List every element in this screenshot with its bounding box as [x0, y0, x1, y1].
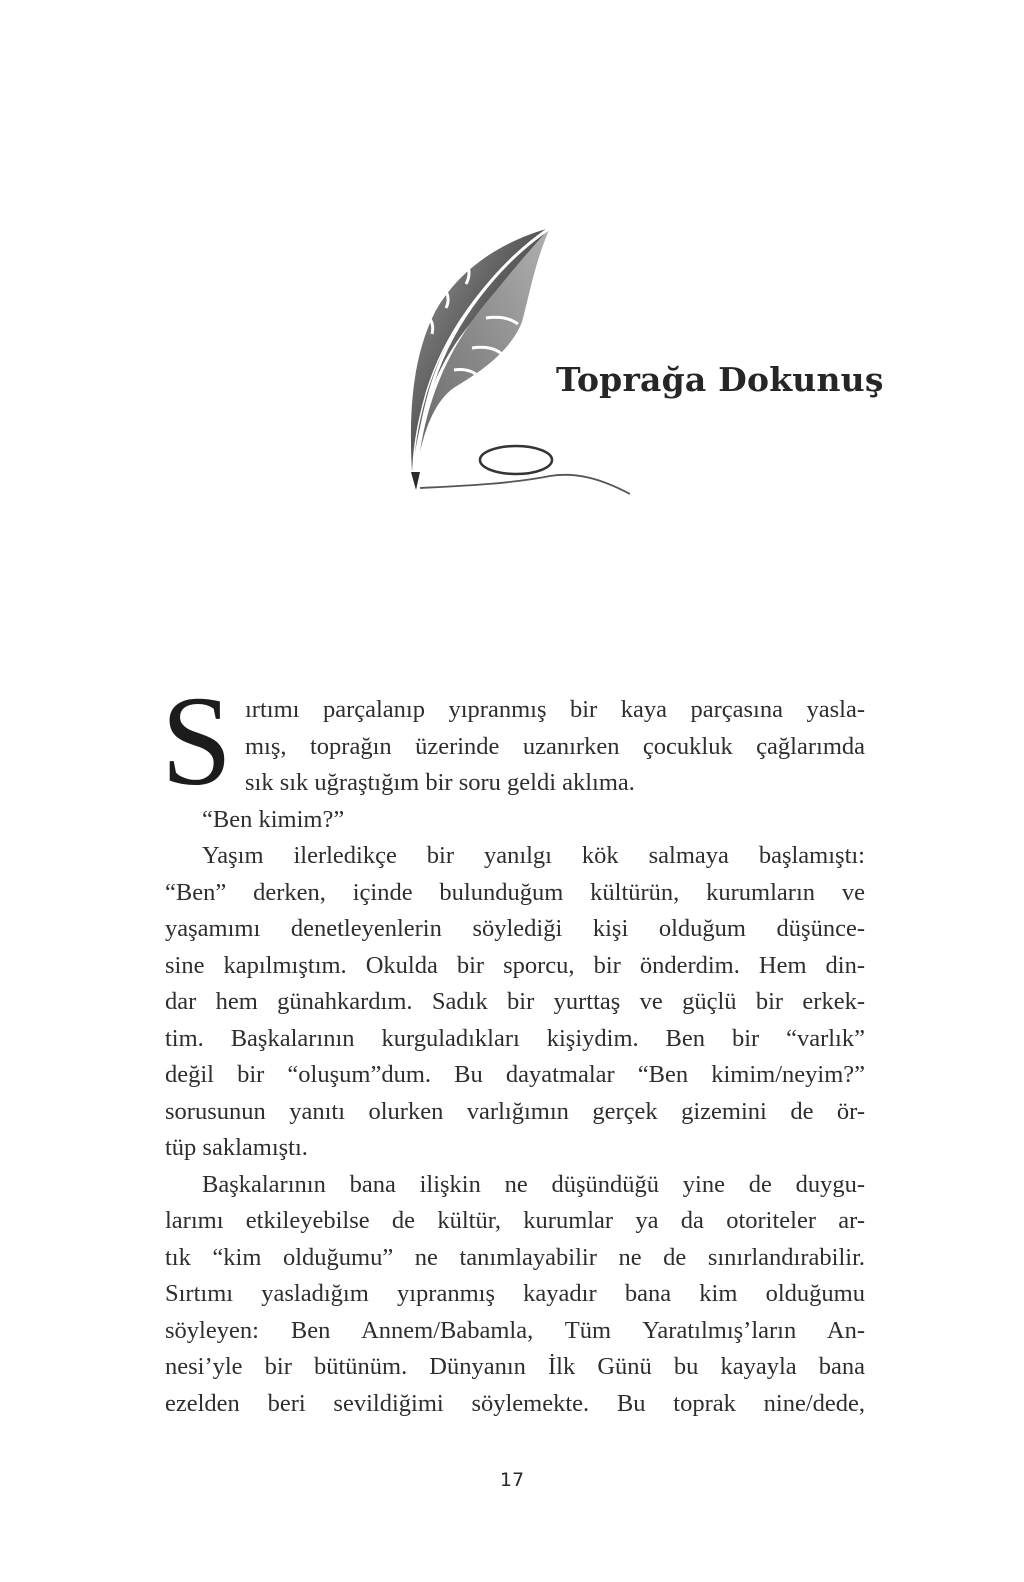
chapter-title: Toprağa Dokunuş — [556, 360, 884, 399]
text-line: larımı etkileyebilse de kültür, kurumlar ya da otoriteler ar- — [165, 1207, 865, 1234]
body-text — [161, 670, 865, 1422]
text-line: ezelden beri sevildiğimi söylemekte. Bu toprak nine/dede, — [165, 1389, 865, 1417]
text-line: tüp saklamıştı. — [165, 1134, 308, 1161]
text-line: yaşamımı denetleyenlerin söylediği kişi olduğum düşünce- — [165, 915, 865, 942]
text-line: tim. Başkalarının kurguladıkları kişiydim. Ben bir “varlık” — [165, 1024, 865, 1052]
text-line: “Ben” derken, içinde bulunduğum kültürün, kurumların ve — [165, 878, 865, 906]
drop-cap: S — [161, 670, 233, 812]
text-line: ırtımı parçalanıp yıpranmış bir kaya parçasına yasla- — [245, 696, 865, 723]
text-line: sorusunun yanıtı olurken varlığımın gerçek gizemini de ör- — [165, 1097, 865, 1125]
text-line: sık sık uğraştığım bir soru geldi aklıma. — [245, 769, 635, 796]
text-line: dar hem günahkardım. Sadık bir yurttaş ve güçlü bir erkek- — [165, 988, 865, 1015]
text-line: Sırtımı yasladığım yıpranmış kayadır bana kim olduğumu — [165, 1280, 865, 1307]
text-line: değil bir “oluşum”dum. Bu dayatmalar “Ben kimim/neyim?” — [165, 1061, 865, 1088]
text-line: söyleyen: Ben Annem/Babamla, Tüm Yaratılmış’ların An- — [165, 1316, 865, 1344]
text-line: nesi’yle bir bütünüm. Dünyanın İlk Günü bu kayayla bana — [165, 1353, 865, 1380]
text-line: Başkalarının bana ilişkin ne düşündüğü yine de duygu- — [202, 1170, 865, 1198]
text-line: Yaşım ilerledikçe bir yanılgı kök salmaya başlamıştı: — [202, 842, 865, 869]
page-number: 17 — [499, 1469, 525, 1491]
text-line: tık “kim olduğumu” ne tanımlayabilir ne de sınırlandırabilir. — [165, 1243, 865, 1271]
text-line: “Ben kimim?” — [202, 805, 345, 833]
text-line: mış, toprağın üzerinde uzanırken çocukluk çağlarımda — [245, 732, 865, 760]
text-line: sine kapılmıştım. Okulda bir sporcu, bir önderdim. Hem din- — [165, 951, 865, 979]
